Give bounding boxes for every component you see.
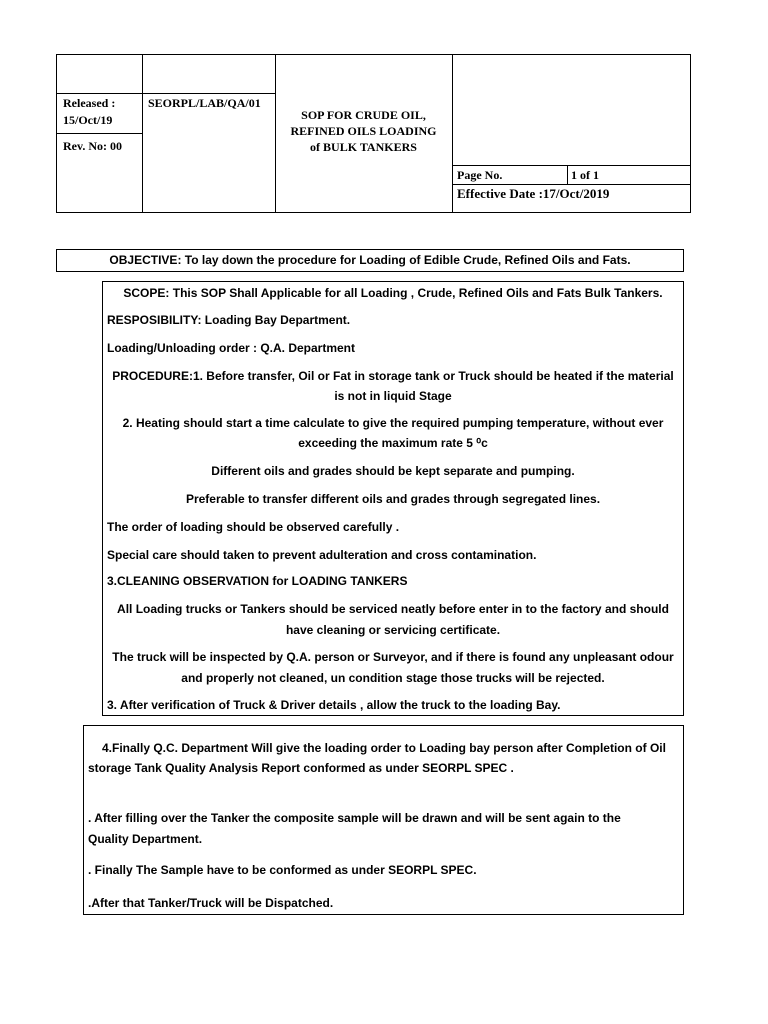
header-divider xyxy=(57,93,276,94)
document-title-line-1: SOP FOR CRUDE OIL, xyxy=(301,108,426,122)
header-divider xyxy=(452,55,453,212)
released-label: Released : xyxy=(63,96,116,110)
scope-text: SCOPE: This SOP Shall Applicable for all Loading , Crude, Refined Oils and Fats Bulk Tankers. xyxy=(123,286,663,300)
revision-number: Rev. No: 00 xyxy=(63,139,122,153)
effective-date: Effective Date :17/Oct/2019 xyxy=(457,186,610,201)
procedure-step-1: PROCEDURE:1. Before transfer, Oil or Fat in storage tank or Truck should be heated if the material xyxy=(112,369,674,383)
loading-order-note: The order of loading should be observed carefully . xyxy=(107,520,400,534)
released-date: 15/Oct/19 xyxy=(63,113,113,127)
verification-text: 3. After verification of Truck & Driver details , allow the truck to the loading Bay. xyxy=(107,698,561,712)
procedure-step-2-cont: exceeding the maximum rate 5 ⁰c xyxy=(298,436,488,450)
different-oils-text: Different oils and grades should be kept separate and pumping. xyxy=(211,464,575,478)
header-divider xyxy=(567,165,568,184)
qc-order-text-cont: storage Tank Quality Analysis Report conformed as under SEORPL SPEC . xyxy=(88,761,514,775)
procedure-step-2: 2. Heating should start a time calculate to give the required pumping temperature, without ever xyxy=(122,416,664,430)
dispatch-text: .After that Tanker/Truck will be Dispatched. xyxy=(88,896,334,910)
objective-box xyxy=(56,249,684,272)
page-number-label: Page No. xyxy=(457,168,503,182)
composite-sample-text: . After filling over the Tanker the composite sample will be drawn and will be sent again to the xyxy=(88,811,621,825)
sample-conformance-text: . Finally The Sample have to be conformed as under SEORPL SPEC. xyxy=(88,863,477,877)
trucks-service-text: All Loading trucks or Tankers should be serviced neatly before enter in to the factory and should xyxy=(117,602,669,616)
composite-sample-text-cont: Quality Department. xyxy=(88,832,203,846)
cleaning-heading: 3.CLEANING OBSERVATION for LOADING TANKERS xyxy=(107,574,408,588)
document-title-line-3: of BULK TANKERS xyxy=(310,140,417,154)
responsibility-text: RESPOSIBILITY: Loading Bay Department. xyxy=(107,313,351,327)
procedure-box xyxy=(102,281,684,716)
procedure-step-1-cont: is not in liquid Stage xyxy=(334,389,452,403)
inspection-text-cont: and properly not cleaned, un condition stage those trucks will be rejected. xyxy=(181,671,605,685)
document-title-line-2: REFINED OILS LOADING xyxy=(290,124,437,138)
special-care-text: Special care should taken to prevent adulteration and cross contamination. xyxy=(107,548,537,562)
document-code: SEORPL/LAB/QA/01 xyxy=(148,96,261,110)
header-divider xyxy=(452,165,690,166)
qc-order-text: 4.Finally Q.C. Department Will give the loading order to Loading bay person after Completion of Oil xyxy=(102,741,666,755)
trucks-service-text-cont: have cleaning or servicing certificate. xyxy=(285,623,501,637)
loading-order-text: Loading/Unloading order : Q.A. Department xyxy=(107,341,356,355)
final-steps-box xyxy=(83,725,684,915)
preferable-text: Preferable to transfer different oils and grades through segregated lines. xyxy=(185,492,601,506)
inspection-text: The truck will be inspected by Q.A. person or Surveyor, and if there is found any unpleasant odour xyxy=(112,650,674,664)
objective-text: OBJECTIVE: To lay down the procedure for Loading of Edible Crude, Refined Oils and Fats. xyxy=(109,253,631,267)
header-divider xyxy=(57,133,143,134)
page-number-value: 1 of 1 xyxy=(571,168,599,182)
header-divider xyxy=(452,184,690,185)
document-header-table xyxy=(56,54,691,213)
